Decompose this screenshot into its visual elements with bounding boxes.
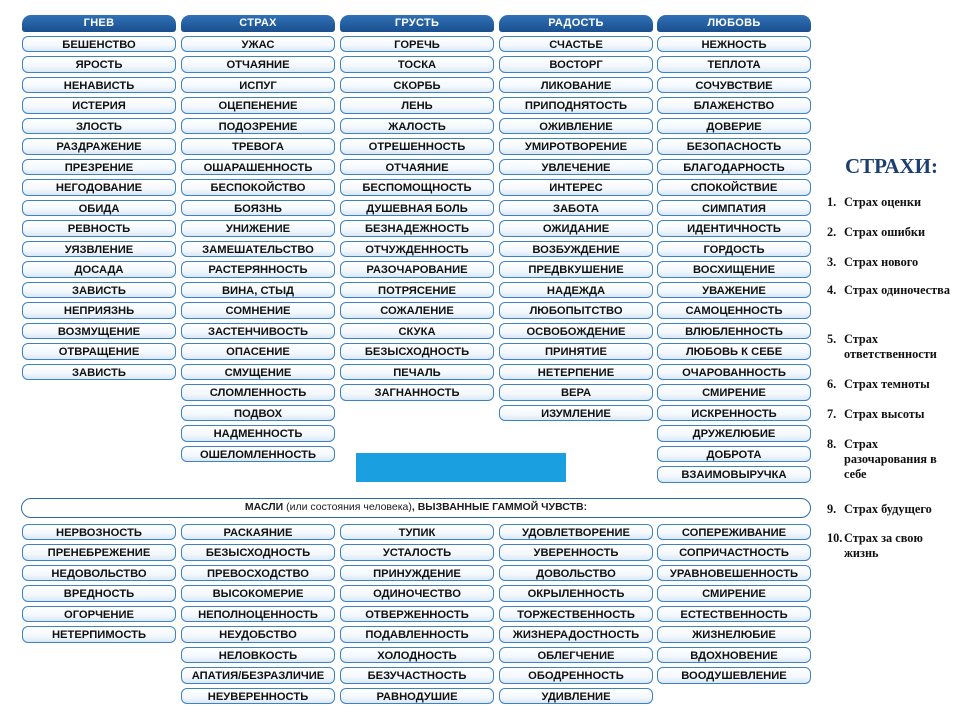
emotion-cell: СМИРЕНИЕ [657, 384, 811, 401]
emotion-cell: ЛЕНЬ [340, 97, 494, 114]
emotion-cell: ОТВРАЩЕНИЕ [22, 343, 176, 360]
state-cell: НЕПОЛНОЦЕННОСТЬ [181, 606, 335, 623]
fear-number: 3. [827, 255, 837, 269]
state-cell: ОКРЫЛЕННОСТЬ [499, 585, 653, 602]
emotion-cell: УМИРОТВОРЕНИЕ [499, 138, 653, 155]
emotion-cell: БЛАГОДАРНОСТЬ [657, 159, 811, 176]
state-cell: ЖИЗНЕРАДОСТНОСТЬ [499, 626, 653, 643]
emotion-cell: ОЖИВЛЕНИЕ [499, 118, 653, 135]
emotion-cell: ВЕРА [499, 384, 653, 401]
state-cell: СОПРИЧАСТНОСТЬ [657, 544, 811, 561]
emotion-cell: ПРЕЗРЕНИЕ [22, 159, 176, 176]
emotion-cell: ЯРОСТЬ [22, 56, 176, 73]
state-column [657, 520, 811, 684]
state-cell: РАСКАЯНИЕ [181, 524, 335, 541]
emotion-cell: УЯЗВЛЕНИЕ [22, 241, 176, 258]
emotion-cell: БЕСПОМОЩНОСТЬ [340, 179, 494, 196]
emotion-header: ГРУСТЬ [340, 15, 494, 32]
emotion-cell: РЕВНОСТЬ [22, 220, 176, 237]
emotion-cell: РАЗОЧАРОВАНИЕ [340, 261, 494, 278]
emotion-cell: ЛИКОВАНИЕ [499, 77, 653, 94]
fear-text: Страх высоты [844, 407, 925, 421]
state-cell: ВДОХНОВЕНИЕ [657, 647, 811, 664]
emotion-cell: ЗАВИСТЬ [22, 282, 176, 299]
fear-item [827, 332, 960, 362]
fear-item [827, 377, 960, 392]
state-cell: СОПЕРЕЖИВАНИЕ [657, 524, 811, 541]
emotion-cell: ГОРДОСТЬ [657, 241, 811, 258]
emotion-cell: СОМНЕНИЕ [181, 302, 335, 319]
state-cell: ОГОРЧЕНИЕ [22, 606, 176, 623]
emotion-header: ГНЕВ [22, 15, 176, 32]
states-header-title: МАСЛИ [244, 501, 284, 513]
fear-item [827, 255, 960, 270]
emotion-cell: СМУЩЕНИЕ [181, 364, 335, 381]
states-header-subtitle: (или состояния человека) [283, 501, 412, 513]
state-cell: ВРЕДНОСТЬ [22, 585, 176, 602]
emotion-cell: ПЕЧАЛЬ [340, 364, 494, 381]
emotion-cell: ВЛЮБЛЕННОСТЬ [657, 323, 811, 340]
emotion-cell: РАСТЕРЯННОСТЬ [181, 261, 335, 278]
fear-text: Страх нового [844, 255, 919, 269]
state-cell: ОБОДРЕННОСТЬ [499, 667, 653, 684]
fear-text: Страх разочарования в себе [844, 437, 937, 481]
emotion-cell: ИСКРЕННОСТЬ [657, 405, 811, 422]
emotion-cell: УВАЖЕНИЕ [657, 282, 811, 299]
emotion-cell: СИМПАТИЯ [657, 200, 811, 217]
emotion-cell: ОШАРАШЕННОСТЬ [181, 159, 335, 176]
fear-item [827, 195, 960, 210]
emotion-cell: ПРИПОДНЯТОСТЬ [499, 97, 653, 114]
state-cell: БЕЗУЧАСТНОСТЬ [340, 667, 494, 684]
emotion-cell: ОТЧАЯНИЕ [181, 56, 335, 73]
state-cell: ОДИНОЧЕСТВО [340, 585, 494, 602]
state-cell: УРАВНОВЕШЕННОСТЬ [657, 565, 811, 582]
emotion-cell: ОБИДА [22, 200, 176, 217]
emotion-cell: ИСПУГ [181, 77, 335, 94]
emotion-cell: ПОДВОХ [181, 405, 335, 422]
emotion-column [340, 15, 494, 401]
emotion-cell: РАЗДРАЖЕНИЕ [22, 138, 176, 155]
emotion-column [22, 15, 176, 380]
emotion-cell: СОЧУВСТВИЕ [657, 77, 811, 94]
emotion-cell: ОШЕЛОМЛЕННОСТЬ [181, 446, 335, 463]
state-cell: ПРИНУЖДЕНИЕ [340, 565, 494, 582]
emotion-cell: ВЗАИМОВЫРУЧКА [657, 466, 811, 483]
emotion-cell: УНИЖЕНИЕ [181, 220, 335, 237]
emotion-cell: НЕЖНОСТЬ [657, 36, 811, 53]
emotion-cell: ВОЗМУЩЕНИЕ [22, 323, 176, 340]
fear-text: Страх одиночества [844, 283, 950, 297]
emotion-column [499, 15, 653, 421]
state-column [340, 520, 494, 704]
state-cell: АПАТИЯ/БЕЗРАЗЛИЧИЕ [181, 667, 335, 684]
highlight-bar [356, 453, 566, 482]
emotion-cell: СКУКА [340, 323, 494, 340]
emotion-header: СТРАХ [181, 15, 335, 32]
fear-item [827, 502, 960, 517]
state-cell: НЕРВОЗНОСТЬ [22, 524, 176, 541]
emotion-header: РАДОСТЬ [499, 15, 653, 32]
emotion-cell: ЗАБОТА [499, 200, 653, 217]
emotion-cell: НАДЕЖДА [499, 282, 653, 299]
emotion-cell: ОТЧУЖДЕННОСТЬ [340, 241, 494, 258]
emotion-cell: ВОЗБУЖДЕНИЕ [499, 241, 653, 258]
emotion-cell: ПРИНЯТИЕ [499, 343, 653, 360]
emotion-cell: ДРУЖЕЛЮБИЕ [657, 425, 811, 442]
state-cell: УДОВЛЕТВОРЕНИЕ [499, 524, 653, 541]
state-cell: ХОЛОДНОСТЬ [340, 647, 494, 664]
fear-number: 4. [827, 283, 837, 297]
emotion-column [181, 15, 335, 462]
emotion-cell: ПОДОЗРЕНИЕ [181, 118, 335, 135]
state-cell: НЕДОВОЛЬСТВО [22, 565, 176, 582]
emotion-cell: ИСТЕРИЯ [22, 97, 176, 114]
emotion-cell: ЛЮБОВЬ К СЕБЕ [657, 343, 811, 360]
fears-title: СТРАХИ: [845, 154, 938, 178]
state-cell: НЕЛОВКОСТЬ [181, 647, 335, 664]
emotion-cell: УВЛЕЧЕНИЕ [499, 159, 653, 176]
emotion-cell: ПОТРЯСЕНИЕ [340, 282, 494, 299]
emotion-cell: ЛЮБОПЫТСТВО [499, 302, 653, 319]
state-column [22, 520, 176, 643]
states-header [21, 498, 811, 518]
emotion-header: ЛЮБОВЬ [657, 15, 811, 32]
emotion-cell: ТЕПЛОТА [657, 56, 811, 73]
emotion-cell: БЛАЖЕНСТВО [657, 97, 811, 114]
state-cell: ВЫСОКОМЕРИЕ [181, 585, 335, 602]
emotion-cell: СЛОМЛЕННОСТЬ [181, 384, 335, 401]
fear-text: Страх ошибки [844, 225, 926, 239]
emotion-cell: НЕГОДОВАНИЕ [22, 179, 176, 196]
state-cell: ЕСТЕСТВЕННОСТЬ [657, 606, 811, 623]
state-cell: РАВНОДУШИЕ [340, 688, 494, 705]
fear-text: Страх оценки [844, 195, 922, 209]
emotion-cell: ОПАСЕНИЕ [181, 343, 335, 360]
emotion-cell: СПОКОЙСТВИЕ [657, 179, 811, 196]
emotion-cell: ВОСХИЩЕНИЕ [657, 261, 811, 278]
emotion-cell: ИЗУМЛЕНИЕ [499, 405, 653, 422]
fear-item [827, 283, 960, 298]
emotion-cell: БЕЗЫСХОДНОСТЬ [340, 343, 494, 360]
state-cell: ТОРЖЕСТВЕННОСТЬ [499, 606, 653, 623]
emotion-cell: ЖАЛОСТЬ [340, 118, 494, 135]
emotion-cell: НЕПРИЯЗНЬ [22, 302, 176, 319]
state-cell: ЖИЗНЕЛЮБИЕ [657, 626, 811, 643]
emotion-cell: ВИНА, СТЫД [181, 282, 335, 299]
emotion-cell: СОЖАЛЕНИЕ [340, 302, 494, 319]
emotion-cell: ПРЕДВКУШЕНИЕ [499, 261, 653, 278]
emotion-cell: СЧАСТЬЕ [499, 36, 653, 53]
fear-item [827, 531, 960, 561]
emotion-cell: УЖАС [181, 36, 335, 53]
emotion-cell: ОЦЕПЕНЕНИЕ [181, 97, 335, 114]
emotion-cell: БОЯЗНЬ [181, 200, 335, 217]
emotion-cell: НЕНАВИСТЬ [22, 77, 176, 94]
emotion-cell: ОСВОБОЖДЕНИЕ [499, 323, 653, 340]
state-cell: ВООДУШЕВЛЕНИЕ [657, 667, 811, 684]
emotion-cell: НАДМЕННОСТЬ [181, 425, 335, 442]
emotion-cell: БЕЗОПАСНОСТЬ [657, 138, 811, 155]
emotion-cell: ЗАМЕШАТЕЛЬСТВО [181, 241, 335, 258]
fear-item [827, 437, 960, 482]
state-cell: НЕТЕРПИМОСТЬ [22, 626, 176, 643]
fear-text: Страх ответственности [844, 332, 937, 361]
emotion-cell: ГОРЕЧЬ [340, 36, 494, 53]
emotion-cell: ДОБРОТА [657, 446, 811, 463]
fear-number: 2. [827, 225, 837, 239]
emotion-cell: САМОЦЕННОСТЬ [657, 302, 811, 319]
state-cell: ПОДАВЛЕННОСТЬ [340, 626, 494, 643]
state-cell: НЕУДОБСТВО [181, 626, 335, 643]
fear-number: 7. [827, 407, 837, 421]
state-cell: УСТАЛОСТЬ [340, 544, 494, 561]
emotion-column [657, 15, 811, 483]
state-column [499, 520, 653, 704]
emotion-cell: БЕСПОКОЙСТВО [181, 179, 335, 196]
state-cell: БЕЗЫСХОДНОСТЬ [181, 544, 335, 561]
fear-number: 5. [827, 332, 837, 346]
fear-number: 1. [827, 195, 837, 209]
emotion-cell: ИНТЕРЕС [499, 179, 653, 196]
state-cell: СМИРЕНИЕ [657, 585, 811, 602]
emotion-cell: ВОСТОРГ [499, 56, 653, 73]
emotion-cell: ОЖИДАНИЕ [499, 220, 653, 237]
emotion-cell: ОЧАРОВАННОСТЬ [657, 364, 811, 381]
state-cell: ПРЕВОСХОДСТВО [181, 565, 335, 582]
fear-number: 8. [827, 437, 837, 451]
emotion-cell: ОТРЕШЕННОСТЬ [340, 138, 494, 155]
emotion-cell: ТРЕВОГА [181, 138, 335, 155]
emotion-cell: ТОСКА [340, 56, 494, 73]
emotion-cell: ЗАВИСТЬ [22, 364, 176, 381]
state-cell: УВЕРЕННОСТЬ [499, 544, 653, 561]
fear-number: 6. [827, 377, 837, 391]
states-header-rest: , ВЫЗВАННЫЕ ГАММОЙ ЧУВСТВ: [411, 501, 588, 513]
state-column [181, 520, 335, 704]
emotion-cell: БЕШЕНСТВО [22, 36, 176, 53]
state-cell: УДИВЛЕНИЕ [499, 688, 653, 705]
emotion-cell: ДОВЕРИЕ [657, 118, 811, 135]
emotion-cell: ОТЧАЯНИЕ [340, 159, 494, 176]
emotion-cell: ЗАСТЕНЧИВОСТЬ [181, 323, 335, 340]
fear-number: 9. [827, 502, 837, 516]
emotion-cell: СКОРБЬ [340, 77, 494, 94]
emotion-cell: ЗЛОСТЬ [22, 118, 176, 135]
fear-item [827, 407, 960, 422]
emotion-cell: НЕТЕРПЕНИЕ [499, 364, 653, 381]
state-cell: ДОВОЛЬСТВО [499, 565, 653, 582]
emotion-cell: ДОСАДА [22, 261, 176, 278]
fear-text: Страх за свою жизнь [844, 531, 923, 560]
state-cell: ПРЕНЕБРЕЖЕНИЕ [22, 544, 176, 561]
emotion-cell: БЕЗНАДЕЖНОСТЬ [340, 220, 494, 237]
fear-text: Страх будущего [844, 502, 932, 516]
state-cell: ТУПИК [340, 524, 494, 541]
fear-item [827, 225, 960, 240]
fear-text: Страх темноты [844, 377, 930, 391]
emotion-cell: ДУШЕВНАЯ БОЛЬ [340, 200, 494, 217]
emotion-cell: ЗАГНАННОСТЬ [340, 384, 494, 401]
state-cell: ОБЛЕГЧЕНИЕ [499, 647, 653, 664]
fear-number: 10. [827, 531, 843, 545]
state-cell: ОТВЕРЖЕННОСТЬ [340, 606, 494, 623]
state-cell: НЕУВЕРЕННОСТЬ [181, 688, 335, 705]
emotion-cell: ИДЕНТИЧНОСТЬ [657, 220, 811, 237]
